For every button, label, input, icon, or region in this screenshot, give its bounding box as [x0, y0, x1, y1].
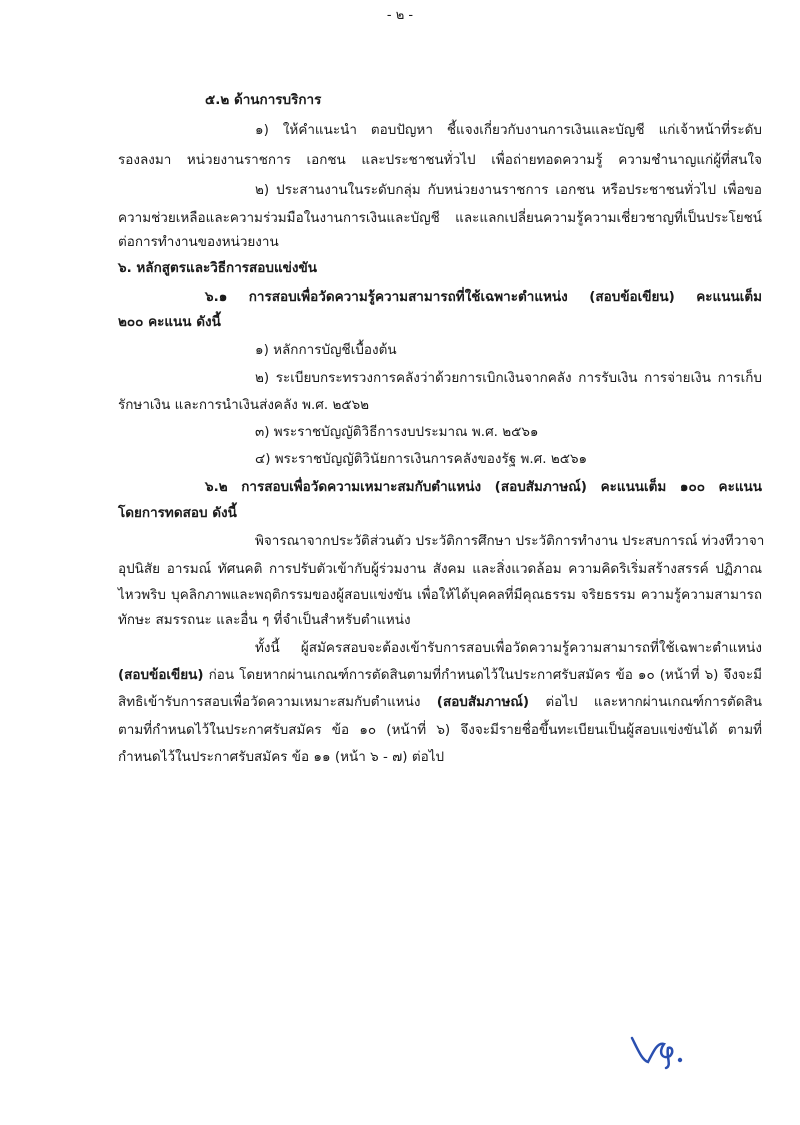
text-segment: รองลงมา หน่วยงานราชการ เอกชน และประชาชนทั่วไป เพื่อถ่ายทอดความรู้ ความชำนาญแก่ผู้ที่สนใจ [118, 152, 762, 168]
text-segment: ทั้งนี้ ผู้สมัครสอบจะต้องเข้ารับการสอบเพื่อวัดความรู้ความสามารถที่ใช้เฉพาะตำแหน่ง [255, 640, 762, 656]
text-line [118, 665, 762, 685]
text-line [118, 747, 444, 767]
text-line [118, 312, 221, 332]
text-segment: ความช่วยเหลือและความร่วมมือในงานการเงินและบัญชี และแลกเปลี่ยนความรู้ความเชี่ยวชาญที่เป็นประโยชน์ [118, 210, 762, 226]
bold-text: (สอบสัมภาษณ์) [436, 694, 530, 710]
text-line [255, 422, 538, 442]
text-line [205, 287, 762, 307]
text-line [118, 559, 762, 579]
text-line [255, 449, 587, 469]
text-segment: ทักษะ สมรรถนะ และอื่น ๆ ที่จำเป็นสำหรับตำแหน่ง [118, 612, 411, 628]
text-line [118, 692, 762, 712]
text-line [255, 340, 397, 360]
text-line [118, 232, 279, 252]
text-line [255, 531, 765, 551]
text-segment: ไหวพริบ บุคลิกภาพและพฤติกรรมของผู้สอบแข่งขัน เพื่อให้ได้บุคคลที่มีคุณธรรม จริยธรรม ความรู้ความสามารถ [118, 587, 762, 603]
text-segment: ๒) ประสานงานในระดับกลุ่ม กับหน่วยงานราชการ เอกชน หรือประชาชนทั่วไป เพื่อขอ [255, 182, 762, 198]
text-segment: ๑) หลักการบัญชีเบื้องต้น [255, 342, 397, 358]
bold-text: โดยการทดสอบ ดังนี้ [118, 505, 237, 521]
bold-text: ๖.๑ การสอบเพื่อวัดความรู้ความสามารถที่ใช้เฉพาะตำแหน่ง (สอบข้อเขียน) คะแนนเต็ม [205, 289, 762, 305]
text-line [118, 585, 762, 605]
text-line [118, 258, 317, 278]
signature-initials [628, 1030, 698, 1074]
bold-text: ๒๐๐ คะแนน ดังนี้ [118, 314, 221, 330]
text-line [205, 477, 762, 497]
text-segment: พิจารณาจากประวัติส่วนตัว ประวัติการศึกษา ประวัติการทำงาน ประสบการณ์ ท่วงทีวาจา [255, 533, 765, 549]
text-line [255, 638, 762, 658]
text-segment: สิทธิเข้ารับการสอบเพื่อวัดความเหมาะสมกับตำแหน่ง [118, 694, 437, 710]
text-line [118, 150, 762, 170]
text-segment: ๒) ระเบียบกระทรวงการคลังว่าด้วยการเบิกเงินจากคลัง การรับเงิน การจ่ายเงิน การเก็บ [255, 370, 762, 386]
text-segment: กำหนดไว้ในประกาศรับสมัคร ข้อ ๑๑ (หน้า ๖ - ๗) ต่อไป [118, 749, 445, 765]
text-segment: ๔) พระราชบัญญัติวินัยการเงินการคลังของรัฐ พ.ศ. ๒๕๖๑ [255, 451, 588, 467]
text-segment: อุปนิสัย อารมณ์ ทัศนคติ การปรับตัวเข้ากับผู้ร่วมงาน สังคม และสิ่งแวดล้อม ความคิดริเริ่มสร้างสรรค์ ปฏิภาณ [118, 561, 762, 577]
text-line [205, 90, 321, 110]
page-number: - ๒ - [386, 8, 414, 23]
text-line [118, 395, 369, 415]
text-line [255, 180, 762, 200]
text-line [118, 208, 762, 228]
text-line [118, 720, 762, 740]
bold-text: ๖.๒ การสอบเพื่อวัดความเหมาะสมกับตำแหน่ง (สอบสัมภาษณ์) คะแนนเต็ม ๑๐๐ คะแนน [205, 479, 762, 495]
text-segment: ต่อการทำงานของหน่วยงาน [118, 234, 279, 250]
text-segment: ตามที่กำหนดไว้ในประกาศรับสมัคร ข้อ ๑๐ (หน้าที่ ๖) จึงจะมีรายชื่อขึ้นทะเบียนเป็นผู้สอบแข่งขันได้ ตามที่ [118, 722, 762, 738]
text-segment: ก่อน โดยหากผ่านเกณฑ์การตัดสินตามที่กำหนดไว้ในประกาศรับสมัคร ข้อ ๑๐ (หน้าที่ ๖) จึงจะมี [203, 667, 762, 683]
text-line [255, 368, 762, 388]
bold-text: ๕.๒ ด้านการบริการ [205, 92, 322, 108]
text-segment: ๓) พระราชบัญญัติวิธีการงบประมาณ พ.ศ. ๒๕๖๑ [255, 424, 539, 440]
text-line [118, 610, 411, 630]
text-segment: ต่อไป และหากผ่านเกณฑ์การตัดสิน [529, 694, 762, 710]
text-line [255, 120, 762, 140]
bold-text: ๖. หลักสูตรและวิธีการสอบแข่งขัน [118, 260, 317, 276]
text-line [118, 503, 237, 523]
text-segment: ๑) ให้คำแนะนำ ตอบปัญหา ชี้แจงเกี่ยวกับงานการเงินและบัญชี แก่เจ้าหน้าที่ระดับ [255, 122, 762, 138]
bold-text: (สอบข้อเขียน) [118, 667, 204, 683]
text-segment: รักษาเงิน และการนำเงินส่งคลัง พ.ศ. ๒๕๖๒ [118, 397, 370, 413]
signature-icon [628, 1030, 698, 1070]
